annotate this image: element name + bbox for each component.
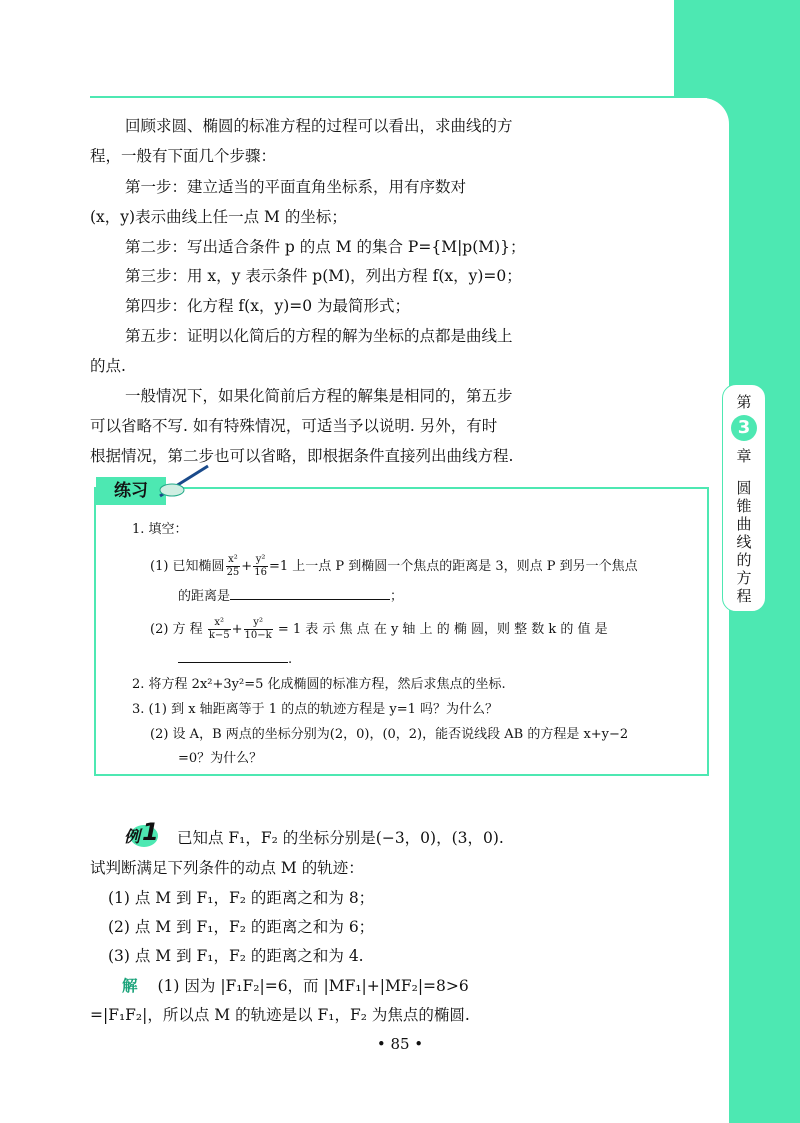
intro-line-11: 可以省略不写. 如有特殊情况，可适当予以说明. 另外，有时: [90, 417, 498, 435]
q1-part2-cont: [178, 648, 292, 669]
intro-line-10: 一般情况下，如果化简前后方程的解集是相同的，第五步: [125, 387, 513, 405]
solution-label: 解: [122, 977, 138, 995]
q2: 2. 将方程 2x²+3y²=5 化成椭圆的标准方程，然后求焦点的坐标.: [132, 677, 506, 692]
q1-part1: [150, 554, 638, 579]
header-rule: [90, 96, 707, 98]
example-line-5: (3) 点 M 到 F₁，F₂ 的距离之和为 4.: [108, 947, 364, 965]
intro-line-3: 第一步：建立适当的平面直角坐标系，用有序数对: [125, 178, 467, 196]
q1-part1-cont: [178, 585, 403, 606]
q1-part1-cont-text: 的距离是: [178, 589, 231, 604]
intro-line-7: 第四步：化方程 f(x，y)=0 为最简形式；: [125, 297, 411, 315]
intro-line-5: 第二步：写出适合条件 p 的点 M 的集合 P={M|p(M)}；: [125, 238, 526, 256]
q1-label: 1. 填空：: [132, 522, 188, 537]
plus-sign: +: [241, 559, 253, 574]
fraction-y2-16: [253, 554, 268, 579]
intro-line-1: 回顾求圆、椭圆的标准方程的过程可以看出，求曲线的方: [125, 117, 513, 135]
frac-num: y²: [253, 554, 268, 567]
example-number: 1: [142, 818, 159, 846]
plus-sign: +: [231, 622, 243, 637]
intro-line-6: 第三步：用 x，y 表示条件 p(M)，列出方程 f(x，y)=0；: [125, 267, 522, 285]
semicolon: ；: [390, 589, 404, 604]
example-line-4: (2) 点 M 到 F₁，F₂ 的距离之和为 6；: [108, 918, 375, 936]
frac-den: 16: [254, 567, 267, 578]
frac-den: 10−k: [244, 630, 272, 641]
q3-part2-cont: =0？为什么？: [178, 751, 263, 766]
chapter-title: 圆锥曲线的方程: [736, 479, 752, 605]
solution-line-2: =|F₁F₂|，所以点 M 的轨迹是以 F₁，F₂ 为焦点的椭圆.: [90, 1006, 470, 1024]
answer-blank[interactable]: [178, 648, 288, 663]
example-line-3: (1) 点 M 到 F₁，F₂ 的距离之和为 8；: [108, 889, 375, 907]
chapter-suffix: 章: [736, 447, 752, 465]
fraction-x2-k-5: [208, 617, 231, 642]
q1-part1-lead: (1) 已知椭圆: [150, 559, 225, 574]
q1-part2: [150, 617, 608, 642]
solution-text-1: (1) 因为 |F₁F₂|=6，而 |MF₁|+|MF₂|=8>6: [157, 977, 469, 995]
example-badge: [122, 820, 158, 848]
pen-icon: [154, 462, 214, 502]
intro-line-2: 程，一般有下面几个步骤：: [90, 147, 277, 165]
example-line-2: 试判断满足下列条件的动点 M 的轨迹：: [90, 859, 364, 877]
chapter-prefix: 第: [736, 393, 752, 411]
frac-num: x²: [226, 554, 241, 567]
fraction-x2-25: [226, 554, 241, 579]
solution-line-1: [122, 976, 469, 996]
page-number: • 85 •: [376, 1035, 424, 1053]
answer-blank[interactable]: [230, 585, 390, 600]
q3-part2: (2) 设 A，B 两点的坐标分别为(2，0)，(0，2)，能否说线段 AB 的方程是 x+y−2: [150, 727, 629, 742]
q1-part2-lead: (2) 方 程: [150, 622, 203, 637]
example-label: 例: [124, 827, 141, 846]
corner-tab: [674, 0, 800, 98]
frac-den: k−5: [208, 630, 230, 641]
intro-line-9: 的点.: [90, 357, 126, 375]
chapter-side-tab: [722, 384, 766, 612]
frac-num: y²: [244, 617, 273, 630]
fraction-y2-10-k: [244, 617, 273, 642]
q1-part2-rest: = 1 表 示 焦 点 在 y 轴 上 的 椭 圆，则 整 数 k 的 值 是: [277, 622, 608, 637]
intro-line-4: (x，y)表示曲线上任一点 M 的坐标；: [90, 208, 347, 226]
intro-line-8: 第五步：证明以化简后的方程的解为坐标的点都是曲线上: [125, 327, 513, 345]
example-line-1: 已知点 F₁，F₂ 的坐标分别是(−3，0)，(3，0).: [177, 829, 504, 847]
chapter-number: 3: [731, 415, 757, 441]
frac-num: x²: [208, 617, 231, 630]
frac-den: 25: [226, 567, 240, 578]
period: .: [288, 652, 293, 667]
q1-part1-rest: =1 上一点 P 到椭圆一个焦点的距离是 3，则点 P 到另一个焦点: [268, 559, 638, 574]
practice-heading: 练习: [96, 477, 166, 505]
q3-part1: 3. (1) 到 x 轴距离等于 1 的点的轨迹方程是 y=1 吗？为什么？: [132, 702, 498, 717]
intro-line-12: 根据情况，第二步也可以省略，即根据条件直接列出曲线方程.: [90, 447, 514, 465]
